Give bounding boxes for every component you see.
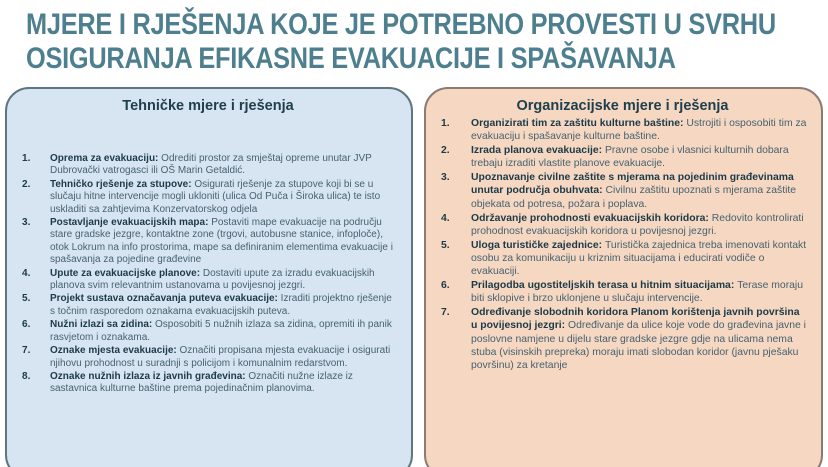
item-text: Civilnu zaštitu upoznati s mjerama zaštite objekata od potresa, požara i poplava.: [471, 185, 797, 210]
list-item: [19, 371, 397, 396]
technical-measures-panel: [5, 87, 413, 467]
list-item: [19, 293, 397, 318]
item-lead: Postavljanje evakuacijskih mapa:: [50, 217, 209, 229]
item-lead: Izrada planova evakuacije:: [471, 145, 603, 157]
organizational-measures-panel: [424, 87, 823, 467]
item-lead: Upute za evakuacijske planove:: [50, 267, 201, 279]
technical-panel-title: Tehničke mjere i rješenja: [122, 98, 294, 114]
item-text: Osigurati rješenje za stupove koji bi se u slučaju hitne intervencije mogli ukloniti (ulica Od Puča i Široka ulica) te isto uskladiti sa zahtjevima Konzervatorskog odjela: [50, 178, 381, 215]
item-text: Turistička zajednica treba imenovati kontakt osobu za komunikaciju u kriznim situacijama i educirati vodiče o evakuaciji.: [471, 239, 807, 278]
organizational-measures-list: [438, 117, 807, 372]
item-text: Redovito kontrolirati prohodnost evakuacijskih koridora u povijesnoj jezgri.: [471, 212, 804, 237]
item-text: Osposobiti 5 nužnih izlaza sa zidina, opremiti ih panik rasvjetom i oznakama.: [50, 319, 392, 343]
list-item: [19, 153, 397, 178]
item-text: Označiti nužne izlaze iz sastavnica kulturne baštine prema pojedinačnim planovima.: [50, 370, 353, 395]
list-item: [19, 179, 397, 216]
item-text: Dostaviti upute za izradu evakuacijskih planova svim relevantnim ustanovama u povijesnoj jezgri.: [50, 267, 375, 292]
list-item: [438, 306, 807, 371]
item-text: Odrediti prostor za smještaj opreme unutar JVP Dubrovački vatrogasci ili OŠ Marin Getaldić.: [50, 153, 372, 177]
item-text: Izraditi projektno rješenje s točnim rasporedom oznakama evakuacijskih puteva.: [50, 293, 392, 317]
item-lead: Prilagodba ugostiteljskih terasa u hitnim situacijama:: [471, 280, 735, 292]
item-lead: Određivanje slobodnih koridora Planom korištenja javnih površina u povijesnoj jezgri:: [471, 307, 800, 332]
item-lead: Tehničko rješenje za stupove:: [50, 178, 192, 190]
item-lead: Oznake mjesta evakuacije:: [50, 345, 177, 357]
organizational-panel-title: Organizacijske mjere i rješenja: [516, 98, 729, 114]
item-lead: Oprema za evakuaciju:: [50, 153, 159, 164]
technical-measures-list: [19, 153, 397, 396]
item-text: Određivanje da ulice koje vode do građevina javne i poslovne namjene u dijelu stare gradske jezgre gdje na ulicama nema stuba (visinskih prepreka) moraju imati slobodan koridor (javnu pješaku površinu) za kretanje: [471, 320, 806, 371]
list-item: [19, 268, 397, 293]
list-item: [438, 279, 807, 305]
item-lead: Uloga turističke zajednice:: [471, 239, 603, 251]
list-item: [438, 144, 807, 170]
list-item: [438, 171, 807, 210]
item-text: Postaviti mape evakuacije na području stare gradske jezgre, kontaktne zone (trgovi, autobusne stanice, infoploče), otok Lokrum na info prostorima, mape sa definiranim elementima evakuacije i spašavanja za pojedine građevine: [50, 217, 393, 266]
item-text: Terase moraju biti sklopive i brzo uklonjene u slučaju intervencije.: [471, 280, 804, 305]
list-item: [438, 239, 807, 278]
list-item: [19, 319, 397, 344]
item-text: Označiti propisana mjesta evakuacije i osigurati njihovu prohodnost u suradnji s policijom i komunalnim redarstvom.: [50, 345, 391, 369]
list-item: [438, 212, 807, 238]
list-item: [19, 217, 397, 267]
list-item: [438, 117, 807, 143]
page-title: MJERE I RJEŠENJA KOJE JE POTREBNO PROVESTI U SVRHU OSIGURANJA EFIKASNE EVAKUACIJE I SPAŠAVANJA: [26, 8, 776, 76]
item-lead: Organizirati tim za zaštitu kulturne baštine:: [471, 118, 684, 129]
item-lead: Nužni izlazi sa zidina:: [50, 319, 153, 331]
list-item: [19, 345, 397, 370]
item-lead: Upoznavanje civilne zaštite s mjerama na pojedinim građevinama unutar područja obuhvata:: [471, 172, 794, 197]
item-text: Pravne osobe i vlasnici kulturnih dobara trebaju izraditi vlastite planove evakuacije.: [471, 145, 789, 170]
item-lead: Održavanje prohodnosti evakuacijskih koridora:: [471, 212, 709, 224]
item-text: Ustrojiti i osposobiti tim za evakuaciju i spašavanje kulturne baštine.: [471, 118, 807, 143]
item-lead: Projekt sustava označavanja puteva evakuacije:: [50, 293, 278, 305]
item-lead: Oznake nužnih izlaza iz javnih građevina:: [50, 370, 246, 382]
